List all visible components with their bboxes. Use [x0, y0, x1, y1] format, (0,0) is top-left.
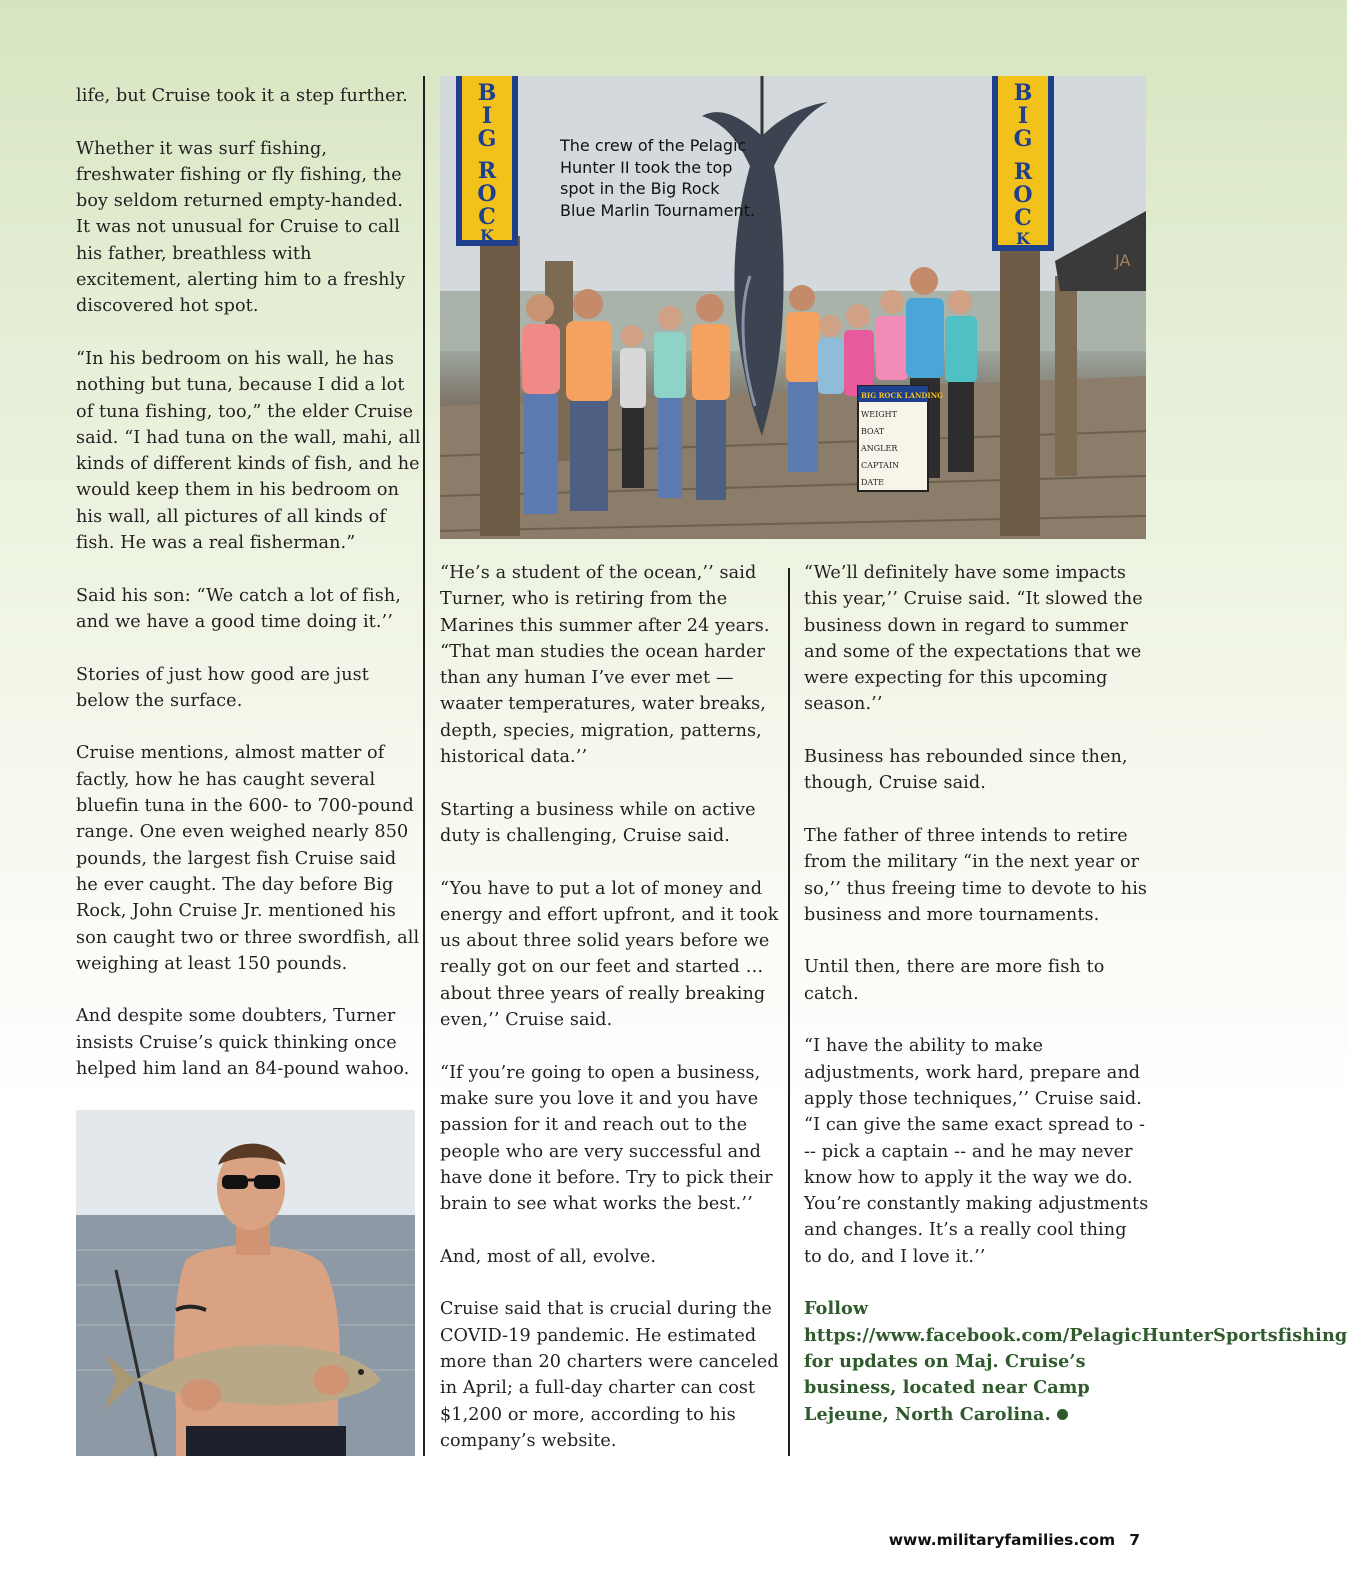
follow-note: [804, 1296, 1347, 1427]
sign-letter: C: [1014, 205, 1032, 231]
paragraph: “We’ll definitely have some impacts this year,’’ Cruise said. “It slowed the business down in regard to summer and some of the expectations that we were expecting for this upcoming season.’’: [804, 563, 1143, 715]
paragraph: “If you’re going to open a business, make sure you love it and you have passion for it and reach out to the people who are very successful and have done it before. Try to pick their brain to see what works the best.’’: [440, 1062, 773, 1215]
sign-letter: R: [477, 158, 497, 184]
page-number: 7: [1129, 1531, 1140, 1549]
sign-letter: R: [1013, 159, 1033, 185]
follow-note-text: Follow https://www.facebook.com/PelagicHunterSportsfishing for updates on Maj. Cruise’s business, located near Camp Lejeune, North Carolina.: [804, 1298, 1347, 1425]
paragraph: Business has rebounded since then, though, Cruise said.: [804, 747, 1128, 794]
paragraph: “You have to put a lot of money and energy and effort upfront, and it took us about three solid years before we really got on our feet and started … about three years of really breaking even,’’ Cruise said.: [440, 878, 779, 1031]
paragraph: Until then, there are more fish to catch.: [804, 957, 1105, 1004]
paragraph: “I have the ability to make adjustments, work hard, prepare and apply those techniques,’’ Cruise said. “I can give the same exact spread to --- pick a captain -- and he may never know how to apply it the way we do. You’re constantly making adjustments and changes. It’s a really cool thing to do, and I love it.’’: [804, 1036, 1149, 1267]
tent-text: JA: [1115, 251, 1131, 270]
sign-letter: G: [1013, 126, 1033, 152]
paragraph: And, most of all, evolve.: [440, 1246, 657, 1267]
paragraph: Said his son: “We catch a lot of fish, and we have a good time doing it.’’: [76, 585, 401, 632]
column-divider: [788, 568, 790, 1456]
crew-marlin-illustration: [440, 76, 1146, 539]
sign-letter: B: [477, 80, 497, 106]
sign-letter: O: [477, 181, 497, 207]
paragraph: Cruise said that is crucial during the COVID-19 pandemic. He estimated more than 20 charters were canceled in April; a full-day charter can cost $1,200 or more, according to his company’s website.: [440, 1299, 779, 1451]
sign-letter: K: [1016, 229, 1030, 248]
sign-letter: B: [1013, 80, 1033, 106]
board-row: DATE: [861, 478, 884, 487]
sign-letter: O: [1013, 182, 1033, 208]
paragraph: Whether it was surf fishing, freshwater fishing or fly fishing, the boy seldom returned empty-handed. It was not unusual for Cruise to call his father, breathless with excitement, alerting him to a freshly discovered hot spot.: [76, 138, 406, 317]
article-column-1: [76, 83, 421, 1082]
paragraph: “He’s a student of the ocean,’’ said Turner, who is retiring from the Marines this summer after 24 years. “That man studies the ocean harder than any human I’ve ever met — waater temperatures, water breaks, depth, species, migration, patterns, historical data.’’: [440, 563, 770, 768]
angler-fish-illustration: [76, 1110, 415, 1456]
paragraph: “In his bedroom on his wall, he has nothing but tuna, because I did a lot of tuna fishing, too,” the elder Cruise said. “I had tuna on the wall, mahi, all kinds of different kinds of fish, and he would keep them in his bedroom on his wall, all pictures of all kinds of fish. He was a real fisherman.”: [76, 348, 421, 554]
board-row: ANGLER: [861, 444, 898, 453]
paragraph: Stories of just how good are just below the surface.: [76, 664, 369, 711]
footer-website[interactable]: www.militaryfamilies.com: [888, 1531, 1116, 1549]
column-divider: [423, 76, 425, 1456]
sign-letter: C: [478, 204, 496, 230]
article-column-2: [440, 560, 783, 1454]
paragraph: life, but Cruise took it a step further.: [76, 86, 408, 106]
sign-letter: K: [480, 226, 494, 245]
paragraph: And despite some doubters, Turner insists Cruise’s quick thinking once helped him land an 84-pound wahoo.: [76, 1006, 410, 1079]
board-row: WEIGHT: [861, 410, 897, 419]
end-mark-icon: [1057, 1409, 1068, 1420]
paragraph: Cruise mentions, almost matter of factly, how he has caught several bluefin tuna in the 600- to 700-pound range. One even weighed nearly 850 pounds, the largest fish Cruise said he ever caught. The day before Big Rock, John Cruise Jr. mentioned his son caught two or three swordfish, all weighing at least 150 pounds.: [76, 743, 420, 974]
sign-letter: G: [477, 126, 497, 152]
angler-fish-photo: [76, 1110, 415, 1456]
sign-letter: I: [481, 103, 493, 129]
photo-caption: The crew of the Pelagic Hunter II took the top spot in the Big Rock Blue Marlin Tournament.: [560, 136, 755, 220]
board-row: CAPTAIN: [861, 461, 900, 470]
page-footer: [889, 1531, 1140, 1549]
board-title: BIG ROCK LANDING: [861, 391, 944, 400]
sign-letter: I: [1017, 103, 1029, 129]
article-column-3: [804, 560, 1347, 1428]
crew-marlin-photo: [440, 76, 1146, 539]
paragraph: The father of three intends to retire from the military “in the next year or so,’’ thus freeing time to devote to his business and more tournaments.: [804, 825, 1148, 925]
board-row: BOAT: [861, 427, 885, 436]
paragraph: Starting a business while on active duty is challenging, Cruise said.: [440, 799, 756, 846]
